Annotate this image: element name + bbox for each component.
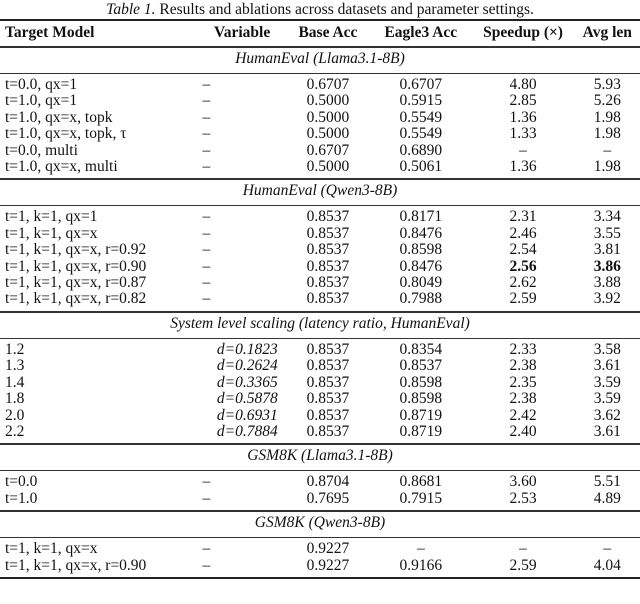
cell-base-acc: 0.7695 bbox=[306, 489, 350, 507]
cell-speedup: 4.80 bbox=[509, 76, 537, 93]
table-row bbox=[0, 126, 640, 142]
cell-avg-len: 1.98 bbox=[593, 108, 621, 126]
cell-speedup: 2.62 bbox=[509, 274, 537, 292]
section-header-row bbox=[0, 511, 640, 538]
cell-variable: – bbox=[202, 208, 211, 226]
cell-eagle3-acc: 0.7988 bbox=[399, 290, 443, 308]
cell-speedup: 1.36 bbox=[509, 158, 537, 176]
cell-variable: – bbox=[202, 125, 211, 143]
cell-target-model: t=0.0, multi bbox=[5, 141, 78, 159]
cell-speedup: 2.56 bbox=[509, 257, 537, 275]
cell-eagle3-acc: 0.8537 bbox=[399, 357, 443, 375]
section-header-row bbox=[0, 179, 640, 206]
table-row bbox=[0, 226, 640, 242]
cell-variable: d=0.3365 bbox=[216, 373, 278, 391]
cell-speedup: 2.59 bbox=[509, 290, 537, 308]
cell-eagle3-acc: 0.8681 bbox=[399, 473, 443, 491]
cell-avg-len: 3.81 bbox=[593, 241, 621, 259]
cell-avg-len: 3.62 bbox=[593, 406, 621, 424]
col-header-variable: Variable bbox=[213, 24, 271, 41]
cell-eagle3-acc: 0.5549 bbox=[399, 125, 443, 143]
cell-avg-len: 5.26 bbox=[593, 92, 621, 110]
cell-target-model: 1.8 bbox=[5, 390, 25, 408]
section-title: GSM8K (Llama3.1-8B) bbox=[0, 444, 640, 471]
cell-base-acc: 0.6707 bbox=[306, 141, 350, 159]
cell-speedup: – bbox=[519, 540, 527, 558]
cell-speedup: 2.38 bbox=[509, 390, 537, 408]
cell-target-model: t=1, k=1, qx=x, r=0.82 bbox=[5, 290, 147, 308]
cell-avg-len: 1.98 bbox=[593, 125, 621, 143]
cell-target-model: t=1, k=1, qx=x, r=0.87 bbox=[5, 274, 147, 292]
cell-variable: d=0.2624 bbox=[216, 357, 278, 375]
cell-variable: – bbox=[202, 290, 211, 308]
cell-base-acc: 0.8537 bbox=[306, 274, 350, 292]
cell-variable: – bbox=[202, 108, 211, 126]
cell-eagle3-acc: 0.8476 bbox=[399, 224, 443, 242]
section-header-row bbox=[0, 444, 640, 471]
table-row bbox=[0, 291, 640, 311]
col-header-eagle3-acc: Eagle3 Acc bbox=[384, 24, 458, 41]
cell-base-acc: 0.5000 bbox=[306, 125, 350, 143]
cell-eagle3-acc: 0.8049 bbox=[399, 274, 443, 292]
cell-eagle3-acc: 0.8476 bbox=[399, 257, 443, 275]
cell-eagle3-acc: 0.8719 bbox=[399, 406, 443, 424]
cell-eagle3-acc: 0.8719 bbox=[399, 422, 443, 440]
cell-avg-len: 4.89 bbox=[593, 489, 621, 507]
cell-target-model: 2.0 bbox=[5, 406, 25, 424]
col-header-target-model: Target Model bbox=[5, 24, 95, 41]
table-row bbox=[0, 424, 640, 444]
caption-label: Table 1. bbox=[106, 1, 156, 18]
cell-avg-len: 3.88 bbox=[593, 274, 621, 292]
table-row bbox=[0, 375, 640, 391]
section-title: GSM8K (Qwen3-8B) bbox=[0, 511, 640, 538]
table-row bbox=[0, 471, 640, 491]
section-title: HumanEval (Qwen3-8B) bbox=[0, 179, 640, 206]
cell-base-acc: 0.8537 bbox=[306, 208, 350, 226]
cell-target-model: t=1, k=1, qx=1 bbox=[5, 208, 98, 226]
table-caption bbox=[0, 0, 640, 19]
cell-target-model: t=1.0, qx=x, multi bbox=[5, 158, 118, 176]
cell-speedup: 1.36 bbox=[509, 108, 537, 126]
cell-base-acc: 0.8537 bbox=[306, 290, 350, 308]
section-header-row bbox=[0, 312, 640, 339]
cell-speedup: 3.60 bbox=[509, 473, 537, 491]
cell-target-model: t=1, k=1, qx=x bbox=[5, 540, 98, 558]
cell-speedup: – bbox=[519, 141, 527, 159]
cell-avg-len: 3.58 bbox=[593, 340, 621, 358]
cell-target-model: t=1.0 bbox=[5, 489, 38, 507]
cell-speedup: 2.85 bbox=[509, 92, 537, 110]
cell-eagle3-acc: 0.7915 bbox=[399, 489, 443, 507]
cell-variable: – bbox=[202, 473, 211, 491]
cell-variable: – bbox=[202, 489, 211, 507]
section-header-row bbox=[0, 47, 640, 74]
cell-target-model: t=1, k=1, qx=x, r=0.90 bbox=[5, 556, 147, 574]
table-row bbox=[0, 74, 640, 94]
cell-base-acc: 0.8704 bbox=[306, 473, 350, 491]
table-row bbox=[0, 358, 640, 374]
cell-eagle3-acc: 0.9166 bbox=[399, 556, 443, 574]
cell-eagle3-acc: 0.8171 bbox=[399, 208, 443, 226]
cell-variable: – bbox=[202, 540, 211, 558]
cell-variable: d=0.7884 bbox=[216, 422, 278, 440]
cell-target-model: t=0.0, qx=1 bbox=[5, 76, 78, 93]
cell-base-acc: 0.8537 bbox=[306, 241, 350, 259]
results-table bbox=[0, 19, 640, 579]
cell-target-model: t=1, k=1, qx=x, r=0.92 bbox=[5, 241, 147, 259]
cell-base-acc: 0.9227 bbox=[306, 556, 350, 574]
cell-avg-len: – bbox=[603, 141, 612, 159]
table-row bbox=[0, 143, 640, 159]
cell-eagle3-acc: 0.8598 bbox=[399, 373, 443, 391]
cell-avg-len: 5.93 bbox=[593, 76, 621, 93]
cell-base-acc: 0.8537 bbox=[306, 257, 350, 275]
section-title: System level scaling (latency ratio, HumanEval) bbox=[0, 312, 640, 339]
cell-avg-len: 3.92 bbox=[593, 290, 621, 308]
cell-target-model: t=1.0, qx=x, topk, τ bbox=[5, 125, 127, 143]
cell-eagle3-acc: – bbox=[416, 540, 425, 558]
cell-eagle3-acc: 0.5549 bbox=[399, 108, 443, 126]
cell-speedup: 2.35 bbox=[509, 373, 537, 391]
cell-variable: d=0.5878 bbox=[216, 390, 278, 408]
table-row bbox=[0, 275, 640, 291]
cell-speedup: 2.59 bbox=[509, 556, 537, 574]
cell-base-acc: 0.8537 bbox=[306, 390, 350, 408]
cell-base-acc: 0.8537 bbox=[306, 422, 350, 440]
table-row bbox=[0, 93, 640, 109]
table-row bbox=[0, 391, 640, 407]
cell-speedup: 2.46 bbox=[509, 224, 537, 242]
cell-base-acc: 0.8537 bbox=[306, 406, 350, 424]
cell-avg-len: 3.61 bbox=[593, 422, 621, 440]
cell-variable: – bbox=[202, 274, 211, 292]
cell-base-acc: 0.8537 bbox=[306, 373, 350, 391]
cell-speedup: 1.33 bbox=[509, 125, 537, 143]
table-row bbox=[0, 206, 640, 226]
cell-speedup: 2.53 bbox=[509, 489, 537, 507]
table-row bbox=[0, 110, 640, 126]
cell-variable: – bbox=[202, 141, 211, 159]
cell-base-acc: 0.5000 bbox=[306, 108, 350, 126]
cell-target-model: t=1, k=1, qx=x, r=0.90 bbox=[5, 257, 147, 275]
cell-eagle3-acc: 0.8354 bbox=[399, 340, 443, 358]
cell-eagle3-acc: 0.8598 bbox=[399, 390, 443, 408]
table-row bbox=[0, 159, 640, 179]
cell-base-acc: 0.5000 bbox=[306, 92, 350, 110]
table-body bbox=[0, 47, 640, 578]
cell-eagle3-acc: 0.5915 bbox=[399, 92, 443, 110]
cell-base-acc: 0.8537 bbox=[306, 357, 350, 375]
caption-text: Results and ablations across datasets and parameter settings. bbox=[155, 1, 534, 18]
cell-variable: – bbox=[202, 257, 211, 275]
cell-variable: – bbox=[202, 158, 211, 176]
cell-eagle3-acc: 0.5061 bbox=[399, 158, 443, 176]
cell-speedup: 2.40 bbox=[509, 422, 537, 440]
cell-avg-len: 3.59 bbox=[593, 390, 621, 408]
cell-target-model: t=1.0, qx=x, topk bbox=[5, 108, 113, 126]
cell-variable: – bbox=[202, 556, 211, 574]
cell-avg-len: 3.55 bbox=[593, 224, 621, 242]
cell-avg-len: 3.86 bbox=[593, 257, 621, 275]
table-row bbox=[0, 538, 640, 558]
section-title: HumanEval (Llama3.1-8B) bbox=[0, 47, 640, 74]
header-row bbox=[0, 20, 640, 47]
cell-avg-len: 1.98 bbox=[593, 158, 621, 176]
table-row bbox=[0, 491, 640, 511]
cell-target-model: 1.4 bbox=[5, 373, 25, 391]
cell-variable: d=0.1823 bbox=[216, 340, 278, 358]
cell-avg-len: 3.61 bbox=[593, 357, 621, 375]
col-header-speedup: Speedup (×) bbox=[483, 24, 563, 41]
cell-target-model: 2.2 bbox=[5, 422, 25, 440]
cell-target-model: t=1, k=1, qx=x bbox=[5, 224, 98, 242]
cell-base-acc: 0.5000 bbox=[306, 158, 350, 176]
cell-variable: – bbox=[202, 76, 211, 93]
cell-avg-len: 3.34 bbox=[593, 208, 621, 226]
cell-variable: – bbox=[202, 224, 211, 242]
cell-avg-len: 3.59 bbox=[593, 373, 621, 391]
cell-variable: d=0.6931 bbox=[216, 406, 278, 424]
cell-variable: – bbox=[202, 241, 211, 259]
table-row bbox=[0, 259, 640, 275]
cell-base-acc: 0.8537 bbox=[306, 340, 350, 358]
cell-avg-len: 5.51 bbox=[593, 473, 621, 491]
table-row bbox=[0, 558, 640, 578]
cell-speedup: 2.42 bbox=[509, 406, 537, 424]
cell-speedup: 2.54 bbox=[509, 241, 537, 259]
table-row bbox=[0, 408, 640, 424]
col-header-base-acc: Base Acc bbox=[298, 24, 358, 41]
cell-target-model: t=1.0, qx=1 bbox=[5, 92, 78, 110]
cell-avg-len: 4.04 bbox=[593, 556, 621, 574]
cell-speedup: 2.31 bbox=[509, 208, 537, 226]
cell-base-acc: 0.8537 bbox=[306, 224, 350, 242]
cell-base-acc: 0.6707 bbox=[306, 76, 350, 93]
table-row bbox=[0, 338, 640, 358]
cell-eagle3-acc: 0.6707 bbox=[399, 76, 443, 93]
cell-speedup: 2.38 bbox=[509, 357, 537, 375]
cell-avg-len: – bbox=[603, 540, 612, 558]
col-header-avg-len: Avg len bbox=[582, 24, 632, 41]
cell-speedup: 2.33 bbox=[509, 340, 537, 358]
cell-variable: – bbox=[202, 92, 211, 110]
cell-base-acc: 0.9227 bbox=[306, 540, 350, 558]
cell-eagle3-acc: 0.6890 bbox=[399, 141, 443, 159]
cell-target-model: 1.3 bbox=[5, 357, 25, 375]
table-row bbox=[0, 242, 640, 258]
cell-target-model: 1.2 bbox=[5, 340, 25, 358]
cell-eagle3-acc: 0.8598 bbox=[399, 241, 443, 259]
cell-target-model: t=0.0 bbox=[5, 473, 38, 491]
